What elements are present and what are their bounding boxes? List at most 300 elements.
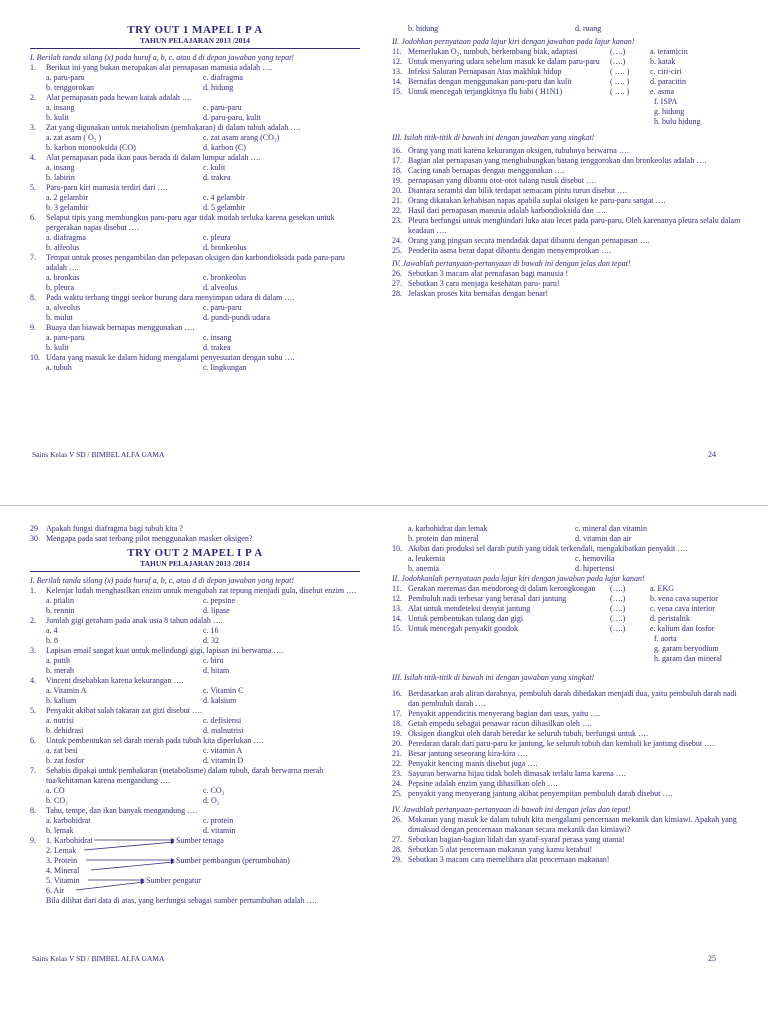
option-d: d. hitam [203,666,230,675]
question-text: Pleura berfungsi untuk menghindari luka atau lecet pada paru-paru. Oleh karenanya pleura selalu dalam keadaan …. [408,216,741,235]
option-c: c. defisiensi [203,716,242,725]
multiple-choice-list [30,63,360,373]
answer-choice: b. vena cava superior [650,594,718,603]
question-item [30,183,360,193]
essay-list [392,269,742,299]
question-text: Sebutkan 3 macam alat pernafasan bagi manusia ! [408,269,569,278]
matching-row [392,604,742,614]
option-a: a. karbohidrat [46,816,91,825]
question-number: 27. [392,835,402,844]
question-options [30,303,360,323]
page-24 [0,0,768,512]
question-item [30,93,360,103]
option-b: b. anemia [408,564,440,573]
option-a: a. karbohidrat dan lemak [408,524,488,533]
answer-choice: d. peristaltik [650,614,690,623]
question-number: 10. [30,353,40,362]
option-b: b. alfeolus [46,243,80,252]
question-text: Udara yang masuk ke dalam hidung mengalami penyesuaian dengan suhu …. [46,353,295,362]
page-25 [0,518,768,1030]
matching-row [392,624,742,634]
question-number: 23. [392,769,402,778]
question-item [30,123,360,133]
question-text: Sebutkan 5 alat pencernaan makanan yang kamu ketahui! [408,845,593,854]
fill-item [392,246,742,256]
nutrient-function-diagram [46,836,360,896]
question-options [30,333,360,353]
question-text: Akibat dari produksi sel darah putih yang tidak terkendali, mengakibatkan penyakit …. [408,544,688,553]
question-text: pernapasan yang dibantu otot-otot tulang rusuk disebut …. [408,176,596,185]
option-a: a. ptialin [46,596,74,605]
question-9-text: Bila dilihat dari data di atas, yang berfungsi sebagai sumber pertumbuhan adalah …. [46,896,317,905]
question-text: Alat pernapasan pada ikan paus berada di dalam lumpur adalah …. [46,153,261,162]
question-number: 1. [30,63,36,72]
question-item [30,616,360,626]
question-text: Sehabis dipakai untuk pembakaran (metabolisme) dalam tubuh, darah berwarna merah tua/kehitaman karena mengandung …. [46,766,324,785]
answer-blank: (….) [610,57,626,66]
fill-item [392,709,742,719]
question-number: 27. [392,279,402,288]
matching-row [392,57,742,67]
answer-choice: b. katak [650,57,676,66]
page-footer: Sains Kelas V SD / BIMBEL ALFA GAMA [32,954,165,963]
question-number: 14. [392,614,402,623]
option-b: b. 8 [46,636,58,645]
option-a: a. nutrisi [46,716,74,725]
left-column [30,24,360,373]
option-d: d. pundi-pundi udara [203,313,270,322]
essay-item [30,524,360,534]
option-b: b. karbon monooksida (CO) [46,143,136,152]
option-a: a. paru-paru [46,73,85,82]
option-a: a. insang [46,163,75,172]
statement-text: Bernafas dengan menggunakan paru-paru dan kulit [408,77,572,86]
question-number: 30 [30,534,38,543]
fill-item [392,186,742,196]
option-c: c. vitamin A [203,746,243,755]
nutrient-item: 1. Karbohidrat [46,836,93,845]
option-c: c. CO₂ [203,786,225,795]
question-number: 4. [30,676,36,685]
option-a: a. paru-paru [46,333,85,342]
answer-blank: ( …. ) [610,67,630,76]
option-d: d. malnutrisi [203,726,244,735]
section-2-instruction: II. Jodohkan pernyataan pada lajur kiri dengan jawaban pada lajur kanan! [392,37,635,46]
option-d: d. trakea [203,343,231,352]
option-d: d. kalsium [203,696,237,705]
question-options [30,626,360,646]
left-column [30,524,360,906]
diagram-arrows [46,836,186,896]
answer-choice: a. EKG [650,584,674,593]
question-number: 10. [392,544,402,553]
statement-text: Untuk pembentukan tulang dan gigi [408,614,524,623]
question-text: Peredaran darah dari paru-paru ke jantung, ke seluruh tubuh dan kembali ke jantung disebut …. [408,739,715,748]
question-text: penyakit yang menyerang jantung akibat penyempitan pembuluh darah disebut …. [408,789,673,798]
page-subtitle: TAHUN PELAJARAN 2013 /2014 [140,559,250,568]
page-number: 24 [708,450,716,459]
option-c: c. pleura [203,233,231,242]
question-text: Orang yang pingsan secara mendadak dapat dibantu dengan pernapasan …. [408,236,650,245]
title-divider [30,48,360,49]
question-item [30,353,360,363]
section-1-instruction: I. Berilah tanda silang (x) pada huruf a, b, c, atau d di depan jawaban yang tepat! [30,576,294,585]
statement-text: Alat untuk mendeteksi denyut jantung [408,604,531,613]
nutrient-item: 2. Lemak [46,846,77,855]
page-footer: Sains Kelas V SD / BIMBEL ALFA GAMA [32,450,165,459]
question-text: Sebutkan 3 macam cara memelihara alat pencernaan makanan! [408,855,610,864]
fill-item [392,216,742,236]
answer-choice: g. hidung [654,107,685,116]
statement-text: Infeksi Saluran Pernapasan Atas makhluk hidup [408,67,562,76]
question-text: Oksigen diangkut oleh darah beredar ke seluruh tubuh, berfungsi untuk …. [408,729,648,738]
matching-row [392,614,742,624]
nutrient-item: 4. Mineral [46,866,80,875]
matching-row [392,67,742,77]
answer-choice: e. kalium dan fosfor [650,624,715,633]
question-number: 25. [392,789,402,798]
fill-in-list [392,689,742,799]
option-a: a. putih [46,656,70,665]
question-9: 9. 1. Karbohidrat 2. Lemak 3. Protein 4. Mineral 5. Vitamin 6. Air Sumber tenaga Sumber pembangun (pertumbuhan) Sumber pengatur [30,836,360,896]
question-number: 7. [30,766,36,775]
question-number: 24. [392,236,402,245]
question-10 [392,544,742,574]
question-number: 3. [30,123,36,132]
question-number: 20. [392,186,402,195]
question-text: Lapisan email sangat kuat untuk melindungi gigi, lapisan ini berwarna …. [46,646,284,655]
question-number: 16. [392,146,402,155]
option-c: c. protein [203,816,234,825]
question-number: 21. [392,196,402,205]
answer-blank: (….) [610,584,626,593]
question-number: 8. [30,806,36,815]
option-d: d. trakea [203,173,231,182]
option-b: b. pleura [46,283,74,292]
option-a: a. Vitamin A [46,686,87,695]
option-d: d. vitamin [203,826,236,835]
option-a: a. leukemia [408,554,445,563]
question-options [30,656,360,676]
question-text: Jumlah gigi geraham pada anak usia 8 tahun adalah …. [46,616,223,625]
statement-text: Memerlukan O₂, tumbuh, berkembang biak, adaptasi [408,47,578,56]
statement-text: Pembuluh nadi terbesar yang berasal dari jantung [408,594,567,603]
essay-item [392,269,742,279]
option-c: c. insang [203,333,232,342]
question-number: 15. [392,87,402,96]
essay-item [392,289,742,299]
question-text: Besar jantung seseorang kira-kira …. [408,749,528,758]
option-a: a. alveolus [46,303,81,312]
essay-item [392,815,742,835]
page-number: 25 [708,954,716,963]
section-3-instruction: III. Isilah titik-titik di bawah ini dengan jawaban yang singkat! [392,133,595,142]
question-text: Penyakit appendicitis menyerang bagian dari usus, yaitu …. [408,709,601,718]
option-c: c. paru-paru [203,303,242,312]
option-d: d. hidung [203,83,234,92]
question-number: 24. [392,779,402,788]
page-title: TRY OUT 1 MAPEL I P A [127,24,263,36]
essay-item [392,279,742,289]
question-number: 9. [30,323,36,332]
question-options [30,716,360,736]
question-number: 28. [392,845,402,854]
question-number: 22. [392,206,402,215]
question-text: Diantara serambi dan bilik terdapat semacam pintu turun disebut …. [408,186,628,195]
question-number: 14. [392,77,402,86]
question-number: 21. [392,749,402,758]
option-b: b. merah [46,666,74,675]
fill-item [392,779,742,789]
question-number: 18. [392,719,402,728]
matching-row [392,584,742,594]
answer-choice: c. ciri-ciri [650,67,682,76]
right-column [392,24,742,299]
question-options [30,363,360,373]
section-1-instruction: I. Berilah tanda silang (x) pada huruf a, b, c, atau d di depan jawaban yang tepat! [30,53,294,62]
question-item [30,293,360,303]
option-b: b. hidung [408,24,439,33]
question-text: Orang yang mati karena kekurangan oksigen, tubuhnya berwarna …. [408,146,629,155]
question-number: 7. [30,253,36,262]
question-text: Sebutkan 3 cara menjaga kesehatan paru- paru! [408,279,560,288]
nutrient-item: 6. Air [46,886,65,895]
essay-item [30,534,360,544]
page-subtitle: TAHUN PELAJARAN 2013 /2014 [140,36,250,45]
question-item [30,766,360,786]
option-d: d. bronkeolus [203,243,247,252]
question-text: Jelaskan proses kita bernafas dengan benar! [408,289,549,298]
question-text: Apakah fungsi diafragma bagi tubuh kita ? [46,524,183,533]
question-options [30,746,360,766]
option-a: a. 2 gelambir [46,193,88,202]
matching-extra-answers [392,97,742,127]
question-number: 6. [30,736,36,745]
option-b: b. mulut [46,313,73,322]
question-number: 11. [392,584,402,593]
question-item [30,706,360,716]
option-d: d. hipertensi [575,564,615,573]
question-number: 19. [392,729,402,738]
nutrient-item: 3. Protein [46,856,78,865]
answer-blank: ( …. ) [610,87,630,96]
essay-list [392,815,742,865]
question-text: Hasil dari pernapasan manusia adalah karbondioksida dan …. [408,206,606,215]
option-b: b. kulit [46,343,69,352]
option-d: d. lipase [203,606,230,615]
statement-text: Untuk mencegah penyakit gondok [408,624,518,633]
fill-item [392,749,742,759]
question-number: 3. [30,646,36,655]
question-number: 26. [392,815,402,824]
option-a: a. zat besi [46,746,78,755]
question-number: 17. [392,709,402,718]
answer-blank: (….) [610,604,626,613]
question-text: Zat yang digunakan untuk metabolism (pembakaran) di dalam tubuh adalah …. [46,123,301,132]
question-number: 11. [392,47,402,56]
answer-choice: g. garam beryodium [654,644,719,653]
option-b: b. labirin [46,173,75,182]
question-10-continued [392,24,742,34]
question-number: 12. [392,594,402,603]
option-a: a. tubuh [46,363,72,372]
answer-choice: a. teramicin [650,47,688,56]
question-options [30,103,360,123]
answer-choice: h. garam dan mineral [654,654,722,663]
fill-item [392,759,742,769]
question-number: 18. [392,166,402,175]
statement-text: Untuk mencegah terjangkitnya flu babi ( H1N1) [408,87,563,96]
question-text: Penyakit kencing manis disebut juga …. [408,759,538,768]
question-text: Alat pernapasan pada hewan katak adalah …. [46,93,192,102]
fill-item [392,739,742,749]
question-number: 6. [30,213,36,222]
question-item [30,213,360,233]
question-options [30,786,360,806]
question-text: Pada waktu terbang tinggi seekor burung dara menyimpan udara di dalam …. [46,293,295,302]
question-options [30,273,360,293]
question-options [30,596,360,616]
question-text: Penyakit akibat salah takaran zat gizi disebut …. [46,706,202,715]
option-d: d. alveolus [203,283,238,292]
matching-row [392,77,742,87]
fill-item [392,146,742,156]
fill-item [392,769,742,779]
option-b: b. protein dan mineral [408,534,479,543]
fill-item [392,196,742,206]
option-c: c. 4 gelambir [203,193,245,202]
essay-item [392,835,742,845]
question-number: 5. [30,183,36,192]
matching-row [392,594,742,604]
question-item [30,323,360,333]
question-number: 29 [30,524,38,533]
question-item [30,646,360,656]
fill-item [392,156,742,166]
target-growth: Sumber pembangun (pertumbuhan) [176,856,290,865]
question-item [30,676,360,686]
fill-item [392,236,742,246]
statement-text: Gerakan meremas dan mendorong di dalam kerongkongan [408,584,596,593]
question-number: 1. [30,586,36,595]
option-c: c. paru-paru [203,103,242,112]
option-c: c. lingkungan [203,363,247,372]
question-text: Vincent disebabkan karena kekurangan …. [46,676,184,685]
fill-item [392,729,742,739]
question-text: Bagian alat pernapasan yang menghubungkan batang tenggorokan dan bronkeolus adalah …. [408,156,707,165]
question-text: Selaput tipis yang membungkus paru-paru agar tidak mudah terluka karena gesekan untuk pergerakan napas disebut …. [46,213,335,232]
fill-item [392,176,742,186]
question-number: 4. [30,153,36,162]
question-text: Paru-paru kiri manusia terdiri dari …. [46,183,168,192]
option-c: c. biru [203,656,224,665]
matching-row [392,47,742,57]
page-title: TRY OUT 2 MAPEL I P A [127,547,263,559]
question-text: Mengapa pada saat terbang pilot menggunakan masker oksigen? [46,534,253,543]
question-text: Pepsine adalah enzim yang dihasilkan oleh …. [408,779,558,788]
section-3-instruction: III. Isilah titik-titik di bawah ini dengan jawaban yang singkat! [392,673,595,682]
question-options [30,163,360,183]
option-c: c. kulit [203,163,226,172]
answer-blank: (….) [610,594,626,603]
option-d: d. 32 [203,636,219,645]
question-text: Untuk pembentukan sel darah merah pada tubuh kita diperlukan …. [46,736,264,745]
fill-item [392,789,742,799]
option-b: b. rennin [46,606,75,615]
question-options [30,73,360,93]
fill-in-list [392,146,742,256]
question-number: 15. [392,624,402,633]
question-number: 8. [30,293,36,302]
option-d: d. vitamin dan air [575,534,632,543]
page-separator [0,505,768,506]
option-b: b. tenggorokan [46,83,94,92]
option-b: b. kalium [46,696,77,705]
question-item [30,806,360,816]
option-b: b. 3 gelambir [46,203,89,212]
section-2-instruction: II. Jodohkanlah pernyataan pada lajur kiri dengan jawaban pada lajur kanan! [392,574,645,583]
question-item [30,63,360,73]
question-number: 2. [30,616,36,625]
question-number: 17. [392,156,402,165]
option-a: a. CO [46,786,65,795]
target-energy: Sumber tenaga [176,836,224,845]
fill-item [392,206,742,216]
option-c: c. hemovilia [575,554,615,563]
option-d: d. karbon (C) [203,143,246,152]
question-options [30,233,360,253]
question-number: 20. [392,739,402,748]
option-c: c. diafragma [203,73,243,82]
statement-text: Untuk menyaring udara sebelum masuk ke dalam paru-paru [408,57,600,66]
option-a: a. diafragma [46,233,86,242]
answer-choice: h. bulu hidung [654,117,701,126]
option-b: b. lemak [46,826,74,835]
question-text: Getah empedu sebagai penawar racun dihasilkan oleh …. [408,719,592,728]
essay-item [392,855,742,865]
question-number: 19. [392,176,402,185]
section-4-instruction: IV. Jawablah pertanyaan-pertanyaan di bawah ini dengan jelas dan tepat! [392,805,631,814]
answer-choice: f. ISPA [654,97,678,106]
question-text: Kelenjar ludah menghasilkan enzim untuk mengubah zat tepung menjadi gula, disebut enzim …. [46,586,357,595]
answer-blank: (….) [610,614,626,623]
question-options [392,554,742,574]
previous-questions [30,524,360,544]
option-c: c. 16 [203,626,219,635]
matching-list [392,584,742,634]
question-number: 2. [30,93,36,102]
question-number: 26. [392,269,402,278]
question-item [30,586,360,596]
fill-item [392,719,742,729]
answer-blank: (….) [610,624,626,633]
option-a: a. bronkus [46,273,80,282]
question-text: Berikut ini yang bukan merupakan alat pernapasan manusia adalah …. [46,63,273,72]
right-column [392,524,742,865]
answer-choice: e. asma [650,87,674,96]
question-item [392,544,742,554]
matching-list [392,47,742,97]
option-d: d. 5 gelambir [203,203,246,212]
option-b: b. CO₂ [46,796,68,805]
essay-item [392,845,742,855]
option-b: b. zat fosfor [46,756,85,765]
question-text: Makanan yang masuk ke dalam tubuh kita mengalami pencernaan mekanik dan kimiawi. Apakah yang dimaksud dengan pencernaan makanan secara mekanik dan kimiawi? [408,815,737,834]
option-b: b. kulit [46,113,69,122]
option-c: c. pepsine [203,596,235,605]
option-a: a. zat asam ( O₂ ) [46,133,102,142]
section-4-instruction: IV. Jawablah pertanyaan-pertanyaan di bawah ini dengan jelas dan tepat! [392,259,631,268]
